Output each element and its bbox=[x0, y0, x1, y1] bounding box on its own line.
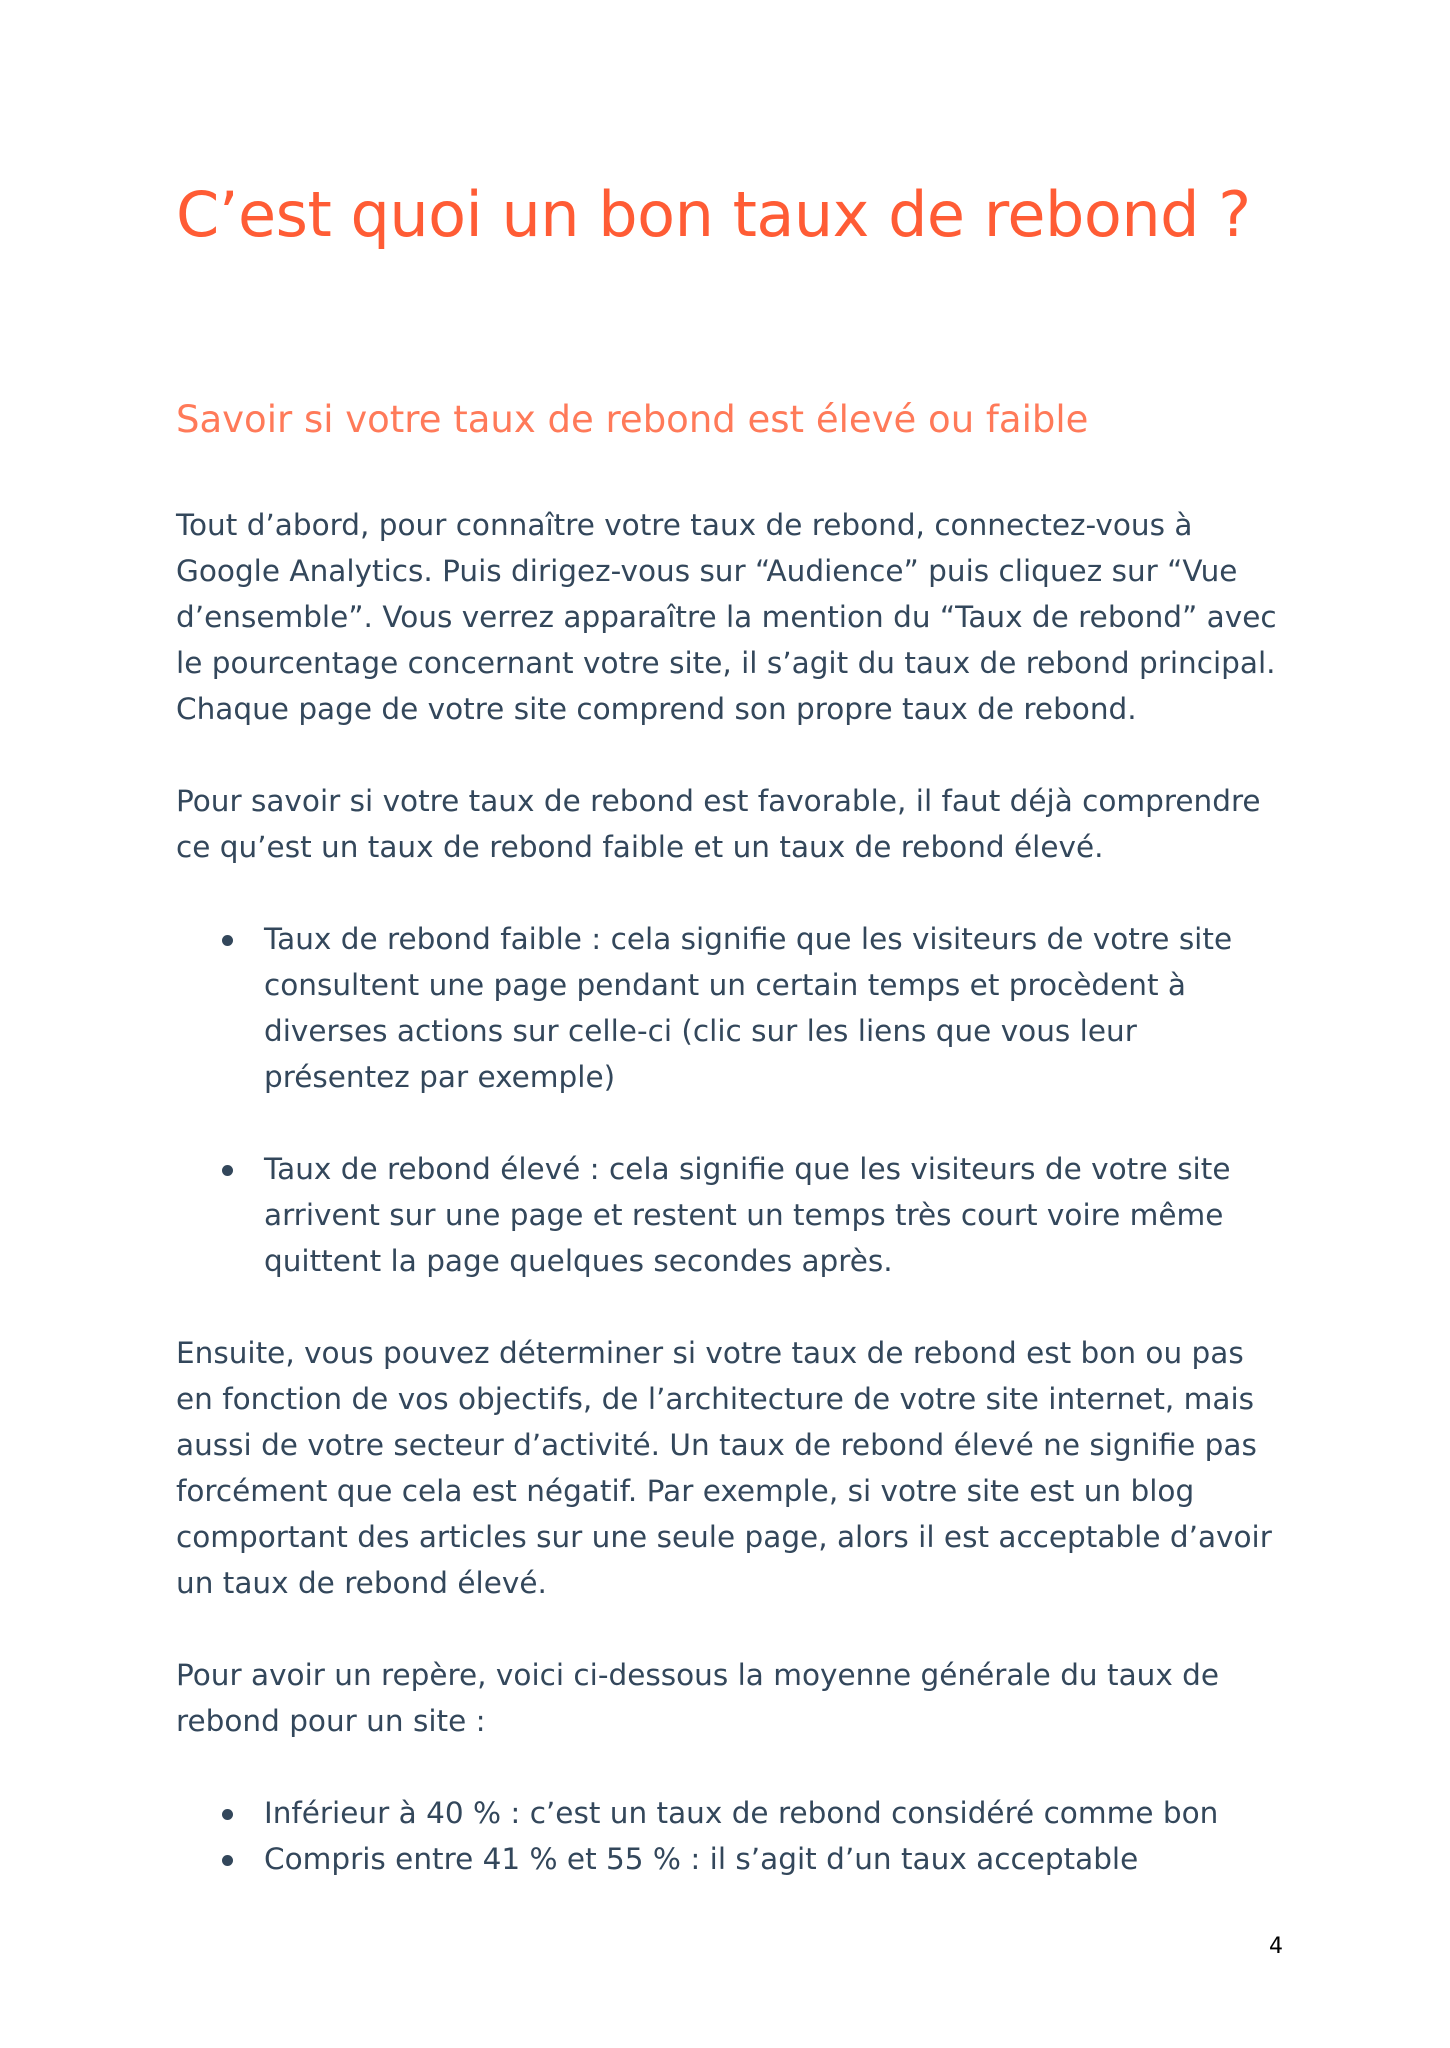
benchmarks-list bbox=[176, 1790, 1286, 1882]
list-item-high-bounce: Taux de rebond élevé : cela signifie que les visiteurs de votre site arrivent sur une page et restent un temps très court voire même quittent la page quelques secondes après. bbox=[264, 1146, 1286, 1284]
page-title: C’est quoi un bon taux de rebond ? bbox=[176, 178, 1251, 251]
section-subtitle: Savoir si votre taux de rebond est élevé ou faible bbox=[176, 398, 1089, 441]
body-content bbox=[176, 502, 1286, 1928]
list-item-low-bounce: Taux de rebond faible : cela signifie que les visiteurs de votre site consultent une page pendant un certain temps et procèdent à diverses actions sur celle-ci (clic sur les liens que vous leur présentez par exemple) bbox=[264, 916, 1286, 1100]
paragraph-ensuite: Ensuite, vous pouvez déterminer si votre taux de rebond est bon ou pas en fonction de vos objectifs, de l’architecture de votre site internet, mais aussi de votre secteur d’activité. Un taux de rebond élevé ne signifie pas forcément que cela est négatif. Par exemple, si votre site est un blog comportant des articles sur une seule page, alors il est acceptable d’avoir un taux de rebond élevé. bbox=[176, 1336, 1272, 1600]
paragraph-intro: Tout d’abord, pour connaître votre taux de rebond, connectez-vous à Google Analytics. Puis dirigez-vous sur “Audience” puis cliquez sur “Vue d’ensemble”. Vous verrez apparaître la mention du “Taux de rebond” avec le pourcentage concernant votre site, il s’agit du taux de rebond principal. Chaque page de votre site comprend son propre taux de rebond. bbox=[176, 508, 1277, 726]
page-number: 4 bbox=[1269, 1934, 1283, 1959]
paragraph-favorable: Pour savoir si votre taux de rebond est favorable, il faut déjà comprendre ce qu’est un taux de rebond faible et un taux de rebond élevé. bbox=[176, 784, 1261, 864]
paragraph-repere: Pour avoir un repère, voici ci-dessous la moyenne générale du taux de rebond pour un site : bbox=[176, 1658, 1220, 1738]
list-item-benchmark-good: Inférieur à 40 % : c’est un taux de rebond considéré comme bon bbox=[264, 1790, 1286, 1836]
list-item-benchmark-acceptable: Compris entre 41 % et 55 % : il s’agit d’un taux acceptable bbox=[264, 1836, 1286, 1882]
definitions-list bbox=[176, 916, 1286, 1284]
